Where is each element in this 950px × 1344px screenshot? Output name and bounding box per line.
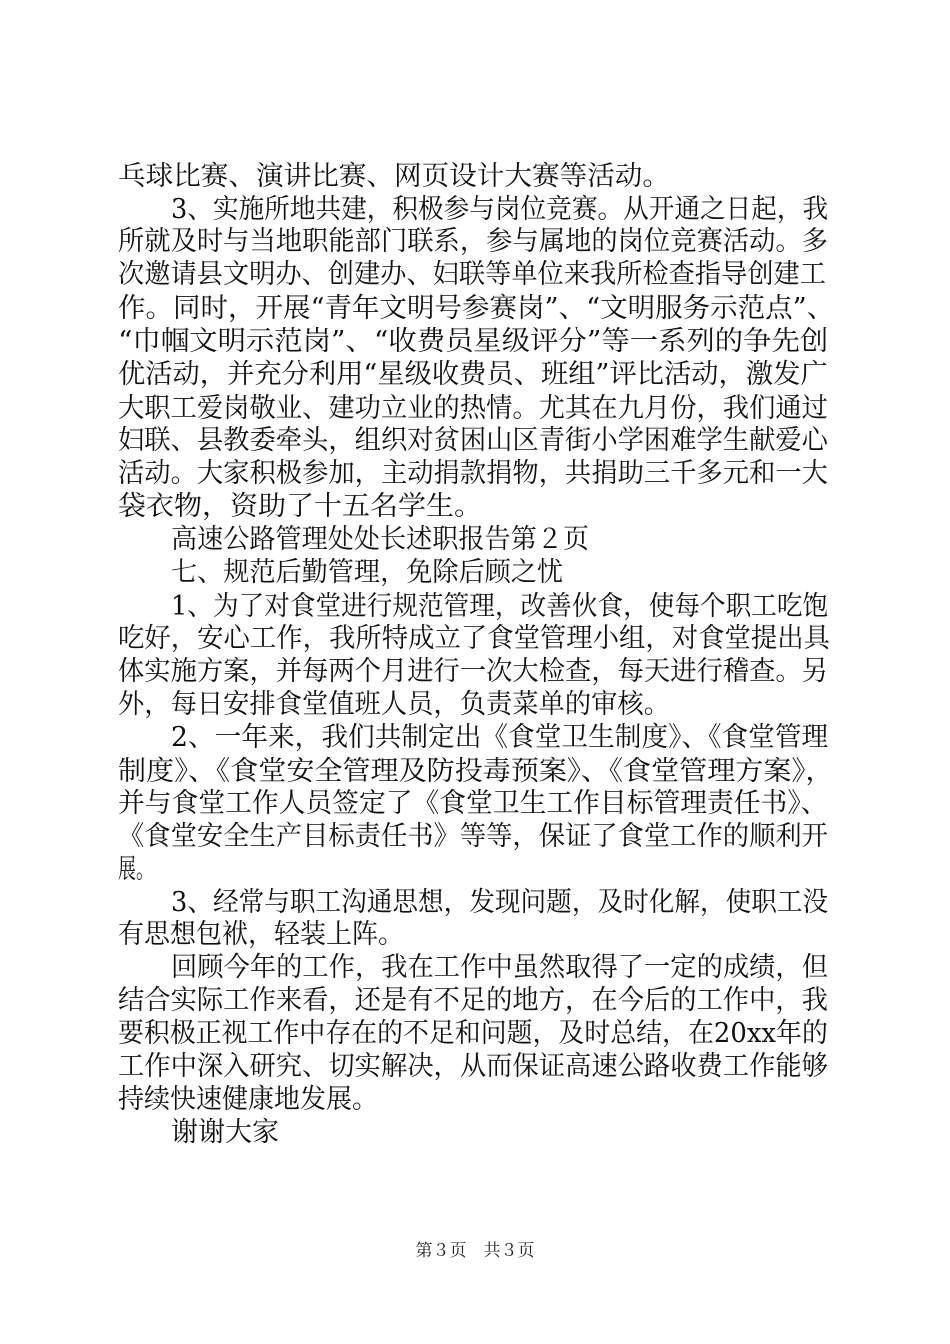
text-line: 次邀请县文明办、创建办、妇联等单位来我所检查指导创建工 [118, 259, 827, 290]
text-line: 3、实施所地共建，积极参与岗位竞赛。从开通之日起，我 [171, 194, 829, 225]
text-line: 作。同时，开展“青年文明号参赛岗”、“文明服务示范点”、 [118, 293, 835, 324]
text-line: 3、经常与职工沟通思想，发现问题，及时化解，使职工没 [171, 887, 829, 918]
closing-line: 谢谢大家 [171, 1117, 279, 1148]
text-line: 吃好，安心工作，我所特成立了食堂管理小组，对食堂提出具 [118, 623, 831, 654]
text-line: 制度》、《食堂安全管理及防投毒预案》、《食堂管理方案》， [118, 756, 834, 787]
text-line: 袋衣物，资助了十五名学生。 [118, 491, 482, 522]
text-line: 要积极正视工作中存在的不足和问题，及时总结，在20xx年的 [118, 1018, 828, 1049]
text-line: 结合实际工作来看，还是有不足的地方，在今后的工作中，我 [118, 985, 828, 1016]
text-line: 乓球比赛、演讲比赛、网页设计大赛等活动。 [118, 161, 670, 192]
text-line: 体实施方案，并每两个月进行一次大检查，每天进行稽查。另 [118, 656, 828, 687]
text-line: 妇联、县教委牵头，组织对贫困山区青街小学困难学生献爱心 [118, 425, 828, 456]
text-line: 展。 [118, 854, 155, 885]
text-line: 1、为了对食堂进行规范管理，改善伙食，使每个职工吃饱 [171, 591, 829, 622]
text-line: 《食堂安全生产目标责任书》等等，保证了食堂工作的顺利开 [118, 821, 828, 852]
text-line: 回顾今年的工作，我在工作中虽然取得了一定的成绩，但 [171, 952, 828, 983]
text-line: 工作中深入研究、切实解决，从而保证高速公路收费工作能够 [118, 1051, 828, 1082]
text-line: 有思想包袱，轻装上阵。 [118, 919, 405, 950]
text-line: 外，每日安排食堂值班人员，负责菜单的审核。 [118, 689, 670, 720]
text-line: “巾帼文明示范岗”、“收费员星级评分”等一系列的争先创 [118, 326, 829, 357]
text-line: 持续快速健康地发展。 [118, 1084, 379, 1115]
text-line: 大职工爱岗敬业、建功立业的热情。尤其在九月份，我们通过 [118, 393, 828, 424]
page-footer: 第３页 共３页 [415, 1241, 535, 1261]
text-line: 活动。大家积极参加，主动捐款捐物，共捐助三千多元和一大 [118, 458, 828, 489]
section-heading: 七、规范后勤管理，免除后顾之忧 [171, 557, 563, 588]
text-line: 高速公路管理处处长述职报告第２页 [171, 524, 590, 555]
text-line: 并与食堂工作人员签定了《食堂卫生工作目标管理责任书》、 [118, 788, 828, 819]
text-line: 2、一年来，我们共制定出《食堂卫生制度》、《食堂管理 [171, 722, 829, 753]
text-line: 优活动，并充分利用“星级收费员、班组”评比活动，激发广 [118, 359, 828, 390]
text-line: 所就及时与当地职能部门联系，参与属地的岗位竞赛活动。多 [118, 226, 828, 257]
